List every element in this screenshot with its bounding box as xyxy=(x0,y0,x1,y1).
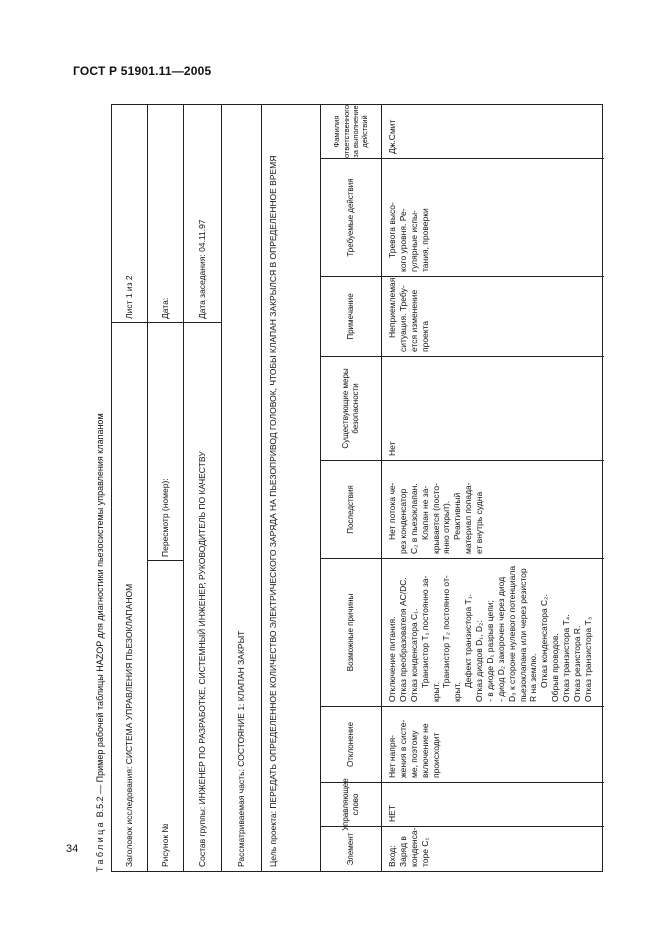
cell-comments xyxy=(382,277,436,356)
team-cell xyxy=(184,323,221,871)
cell-consequences xyxy=(382,461,490,558)
cell-line: R на землю. xyxy=(528,653,539,702)
cell-line: Отключение питания. xyxy=(387,616,397,702)
cell-line: происходит xyxy=(430,732,441,778)
cell-guide-word: НЕТ xyxy=(387,805,397,822)
cell-line: Отказ резистора R. xyxy=(571,625,582,702)
study-title-cell xyxy=(112,323,147,871)
cell-line: Нет напря- xyxy=(387,735,397,778)
document-header: ГОСТ Р 51901.11—2005 xyxy=(73,64,212,78)
cell-line: проекта xyxy=(419,320,430,352)
team-row xyxy=(184,105,222,871)
cell-line: Заряд в xyxy=(397,836,408,867)
cell-line: Отказ преобразователя AC/DC. xyxy=(397,577,408,702)
goal-row xyxy=(262,105,321,871)
drawing-label: Рисунок № xyxy=(160,823,171,867)
column-responsible xyxy=(321,105,604,158)
column-header: Существующие меры безопасности xyxy=(321,357,382,460)
meeting-date-value: 04.11.97 xyxy=(197,219,208,252)
caption-text: — Пример рабочей таблицы HAZOP для диагностики пьезосистемы управления клапаном xyxy=(95,413,105,794)
cell-line: гулярные испы- xyxy=(408,210,419,272)
cell-line: крывается (посто- xyxy=(430,483,441,554)
column-safeguards xyxy=(321,356,604,460)
cell-line: тания, проверки xyxy=(419,208,430,272)
cell-line: Реактивный xyxy=(452,492,463,540)
column-header: Примечание xyxy=(321,277,382,356)
cell-line: Клапан не за- xyxy=(419,485,430,540)
study-title-value: СИСТЕМА УПРАВЛЕНИЯ ПЬЕЗОКЛАПАНОМ xyxy=(124,583,135,765)
cell-element xyxy=(382,827,436,871)
cell-line: янно открыт). xyxy=(441,500,452,554)
column-element xyxy=(321,826,604,871)
column-consequences xyxy=(321,460,604,558)
cell-line: Отказ конденсатора C₂. xyxy=(539,594,550,688)
cell-line: конденса- xyxy=(408,827,419,867)
column-header: Требуемые действия xyxy=(321,159,382,276)
cell-line: Нет потока че- xyxy=(387,482,397,540)
cell-line: Транзистор T₂ постоянно от- xyxy=(441,575,452,688)
cell-safeguards: Нет xyxy=(387,441,397,456)
column-header: Элемент xyxy=(321,827,382,871)
cell-line: ется изменение xyxy=(408,289,419,352)
cell-line: Отказ диодов D₁, D₂: xyxy=(474,620,484,702)
cell-causes xyxy=(382,559,599,706)
team-label: Состав группы: xyxy=(197,806,208,867)
cell-line: Обрыв проводов. xyxy=(550,633,561,702)
cell-line: Отказ транзистора T₃ xyxy=(582,616,593,702)
meeting-date-cell xyxy=(184,105,221,323)
column-header: Управляющее слово xyxy=(321,783,382,826)
cell-line: материал попада- xyxy=(463,482,474,554)
team-value: ИНЖЕНЕР ПО РАЗРАБОТКЕ, СИСТЕМНЫЙ ИНЖЕНЕР, РУКОВОДИТЕЛЬ ПО КАЧЕСТВУ xyxy=(197,451,208,805)
cell-line: Дефект транзистора T₁. xyxy=(463,594,474,688)
cell-line: торе C₁ xyxy=(419,837,430,867)
cell-line: C₂ в пьезоклапан. xyxy=(408,483,419,554)
cell-line: включение не xyxy=(419,723,430,778)
goal-label: Цель проекта: xyxy=(268,811,278,867)
column-causes xyxy=(321,558,604,706)
cell-line: Отказ конденсатора C₁. xyxy=(408,608,419,702)
date-label: Дата: xyxy=(160,297,171,319)
column-header: Фамилия ответственного за выполнение действий xyxy=(321,105,382,158)
sheet-info: Лист 1 из 2 xyxy=(124,275,135,319)
column-comments xyxy=(321,276,604,356)
caption-label: Таблица xyxy=(95,819,105,872)
cell-line: Вход: xyxy=(387,845,397,867)
cell-line: Отказ транзистора T₄. xyxy=(561,614,571,702)
page-number: 34 xyxy=(66,843,79,855)
cell-line: крыт. xyxy=(452,682,463,702)
part-cell xyxy=(222,105,261,871)
cell-deviation xyxy=(382,707,446,782)
column-guide-word xyxy=(321,778,604,831)
cell-line: - в диоде D₁ разрыв цепи; xyxy=(484,600,495,702)
column-deviation xyxy=(321,706,604,782)
part-row xyxy=(222,105,262,871)
column-actions xyxy=(321,158,604,276)
hazop-worksheet xyxy=(111,104,603,872)
column-header: Отклонение xyxy=(321,707,382,782)
cell-line: ет внутрь судна xyxy=(474,491,484,554)
cell-line: кого уровня. Ре- xyxy=(397,208,408,272)
column-header: Последствия xyxy=(321,461,382,558)
cell-line: Транзистор T₁ постоянно за- xyxy=(419,575,430,688)
cell-line: рез конденсатор xyxy=(397,488,408,554)
caption-number: В.5.2 xyxy=(95,796,105,818)
study-title-row xyxy=(112,105,148,871)
cell-line: ситуация. Требу- xyxy=(397,285,408,352)
rotated-table-area xyxy=(95,104,603,872)
meeting-date-label: Дата заседания: xyxy=(197,254,208,319)
cell-responsible: Дж.Смит xyxy=(387,119,397,154)
part-label: Рассматриваемая часть: xyxy=(236,769,247,867)
cell-actions xyxy=(382,159,436,276)
cell-line: жения в систе- xyxy=(397,719,408,778)
column-header: Возможные причины xyxy=(321,559,382,706)
table-caption xyxy=(95,104,109,872)
cell-line: - диод D₂ закорочен через диод xyxy=(495,576,506,702)
cell-line: D₃ к стороне нулевого потенциала xyxy=(506,565,517,702)
drawing-row xyxy=(148,105,184,871)
study-title-label: Заголовок исследования: xyxy=(124,766,135,867)
cell-line: пьезоклапана или через резистор xyxy=(517,568,528,702)
hazop-table xyxy=(321,105,604,871)
part-value: СОСТОЯНИЕ 1: КЛАПАН ЗАКРЫТ xyxy=(236,630,247,767)
cell-line: Неприемлемая xyxy=(387,277,397,338)
cell-line: Тревога высо- xyxy=(387,202,397,258)
goal-value: ПЕРЕДАТЬ ОПРЕДЕЛЕННОЕ КОЛИЧЕСТВО ЭЛЕКТРИЧЕСКОГО ЗАРЯДА НА ПЬЕЗОПРИВОД ГОЛОВОК, ЧТОБЫ КЛАПАН ЗАКРЫЛСЯ В ОПРЕДЕЛЕННОЕ ВРЕМЯ xyxy=(268,155,278,809)
revision-label: Пересмотр (номер): xyxy=(160,478,171,557)
cell-line: крыт. xyxy=(430,682,441,702)
goal-cell xyxy=(262,105,320,871)
cell-line: ме, поэтому xyxy=(408,730,419,778)
